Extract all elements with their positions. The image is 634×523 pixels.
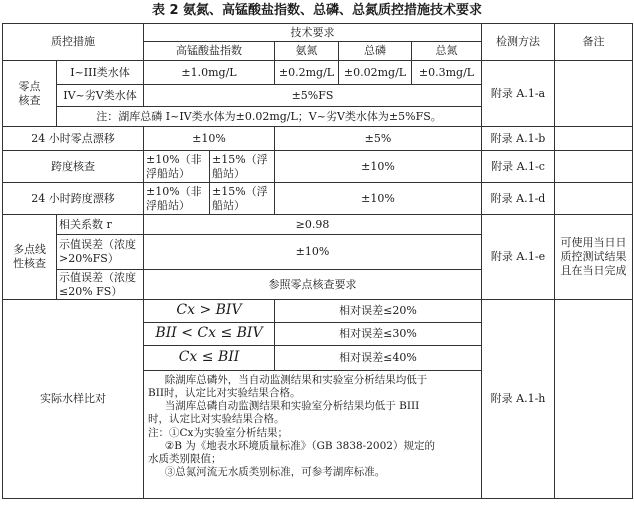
- sample-cond-2: BII < Cx ≤ BIV: [144, 323, 275, 346]
- drift-span-remark: [555, 183, 633, 215]
- drift-span-v2: ±15%（浮船站）: [210, 183, 275, 215]
- zero-row1-label: I~III类水体: [57, 61, 144, 85]
- col-tn: 总氮: [412, 42, 482, 61]
- drift-zero-v2: ±5%: [275, 127, 482, 151]
- sample-note-2: BII时，认定比对实验结果合格。: [148, 387, 301, 400]
- multipoint-err-high-label: 示值误差（浓度>20%FS）: [57, 235, 144, 270]
- zero-row2-label: IV~劣V类水体: [57, 85, 144, 107]
- zero-method: 附录 A.1-a: [482, 61, 555, 127]
- zero-row1-tp: ±0.02mg/L: [339, 61, 412, 85]
- multipoint-method: 附录 A.1-e: [482, 215, 555, 300]
- sample-note-6: ②B 为《地表水环境质量标准》（GB 3838-2002）规定的: [164, 439, 435, 452]
- sample-note-1: 除湖库总磷外，当自动监测结果和实验室分析结果均低于: [164, 374, 428, 386]
- multipoint-r-label: 相关系数 r: [57, 215, 144, 235]
- sample-note-4: 时，认定比对实验结果合格。: [148, 413, 285, 426]
- header-measure: 质控措施: [3, 24, 144, 61]
- sample-req-3: 相对误差≤40%: [275, 346, 482, 371]
- span-v1: ±10%（非浮船站）: [144, 151, 210, 183]
- qc-spec-table: [2, 23, 633, 499]
- span-label: 跨度核查: [3, 151, 144, 183]
- sample-method: 附录 A.1-h: [482, 300, 555, 499]
- multipoint-label: 多点线性核查: [3, 215, 57, 300]
- zero-row1-permanganate: ±1.0mg/L: [144, 61, 275, 85]
- sample-label: 实际水样比对: [3, 300, 144, 499]
- header-remark: 备注: [555, 24, 633, 61]
- zero-remark: [555, 61, 633, 127]
- multipoint-err-low-value: 参照零点核查要求: [144, 270, 482, 300]
- sample-req-1: 相对误差≤20%: [275, 300, 482, 323]
- drift-span-v3: ±10%: [275, 183, 482, 215]
- drift-span-label: 24 小时跨度漂移: [3, 183, 144, 215]
- sample-req-2: 相对误差≤30%: [275, 323, 482, 346]
- multipoint-remark: 可使用当日日质控测试结果且在当日完成: [555, 215, 633, 300]
- sample-note-7: 水质类别限值；: [148, 452, 222, 465]
- zero-row1-ammonia: ±0.2mg/L: [275, 61, 339, 85]
- drift-span-v1: ±10%（非浮船站）: [144, 183, 210, 215]
- multipoint-err-high-value: ±10%: [144, 235, 482, 270]
- col-tp: 总磷: [339, 42, 412, 61]
- sample-note-5: 注：①Cx为实验室分析结果；: [148, 426, 288, 439]
- zero-check-label: 零点核查: [3, 61, 57, 127]
- col-ammonia: 氨氮: [275, 42, 339, 61]
- drift-span-method: 附录 A.1-d: [482, 183, 555, 215]
- sample-note-8: ③总氮河流无水质类别标准，可参考湖库标准。: [164, 465, 386, 478]
- sample-note-3: 当湖库总磷自动监测结果和实验室分析结果均低于 BIII: [164, 400, 420, 413]
- sample-cond-3: Cx ≤ BII: [144, 346, 275, 371]
- sample-remark: [555, 300, 633, 499]
- zero-row1-tn: ±0.3mg/L: [412, 61, 482, 85]
- zero-note: 注：湖库总磷 I~IV类水体为±0.02mg/L；V~劣V类水体为±5%FS。: [57, 107, 482, 127]
- sample-cond-1: Cx > BIV: [144, 300, 275, 323]
- sample-notes: [144, 371, 482, 499]
- multipoint-r-value: ≥0.98: [144, 215, 482, 235]
- col-permanganate: 高锰酸盐指数: [144, 42, 275, 61]
- span-v2: ±15%（浮船站）: [210, 151, 275, 183]
- span-remark: [555, 151, 633, 183]
- drift-zero-method: 附录 A.1-b: [482, 127, 555, 151]
- drift-zero-v1: ±10%: [144, 127, 275, 151]
- span-method: 附录 A.1-c: [482, 151, 555, 183]
- table-title: 表 2 氨氮、高锰酸盐指数、总磷、总氮质控措施技术要求: [151, 3, 483, 18]
- drift-zero-remark: [555, 127, 633, 151]
- multipoint-err-low-label: 示值误差（浓度≤20% FS）: [57, 270, 144, 300]
- header-tech-req: 技术要求: [144, 24, 482, 42]
- zero-row2-value: ±5%FS: [144, 85, 482, 107]
- header-method: 检测方法: [482, 24, 555, 61]
- drift-zero-label: 24 小时零点漂移: [3, 127, 144, 151]
- span-v3: ±10%: [275, 151, 482, 183]
